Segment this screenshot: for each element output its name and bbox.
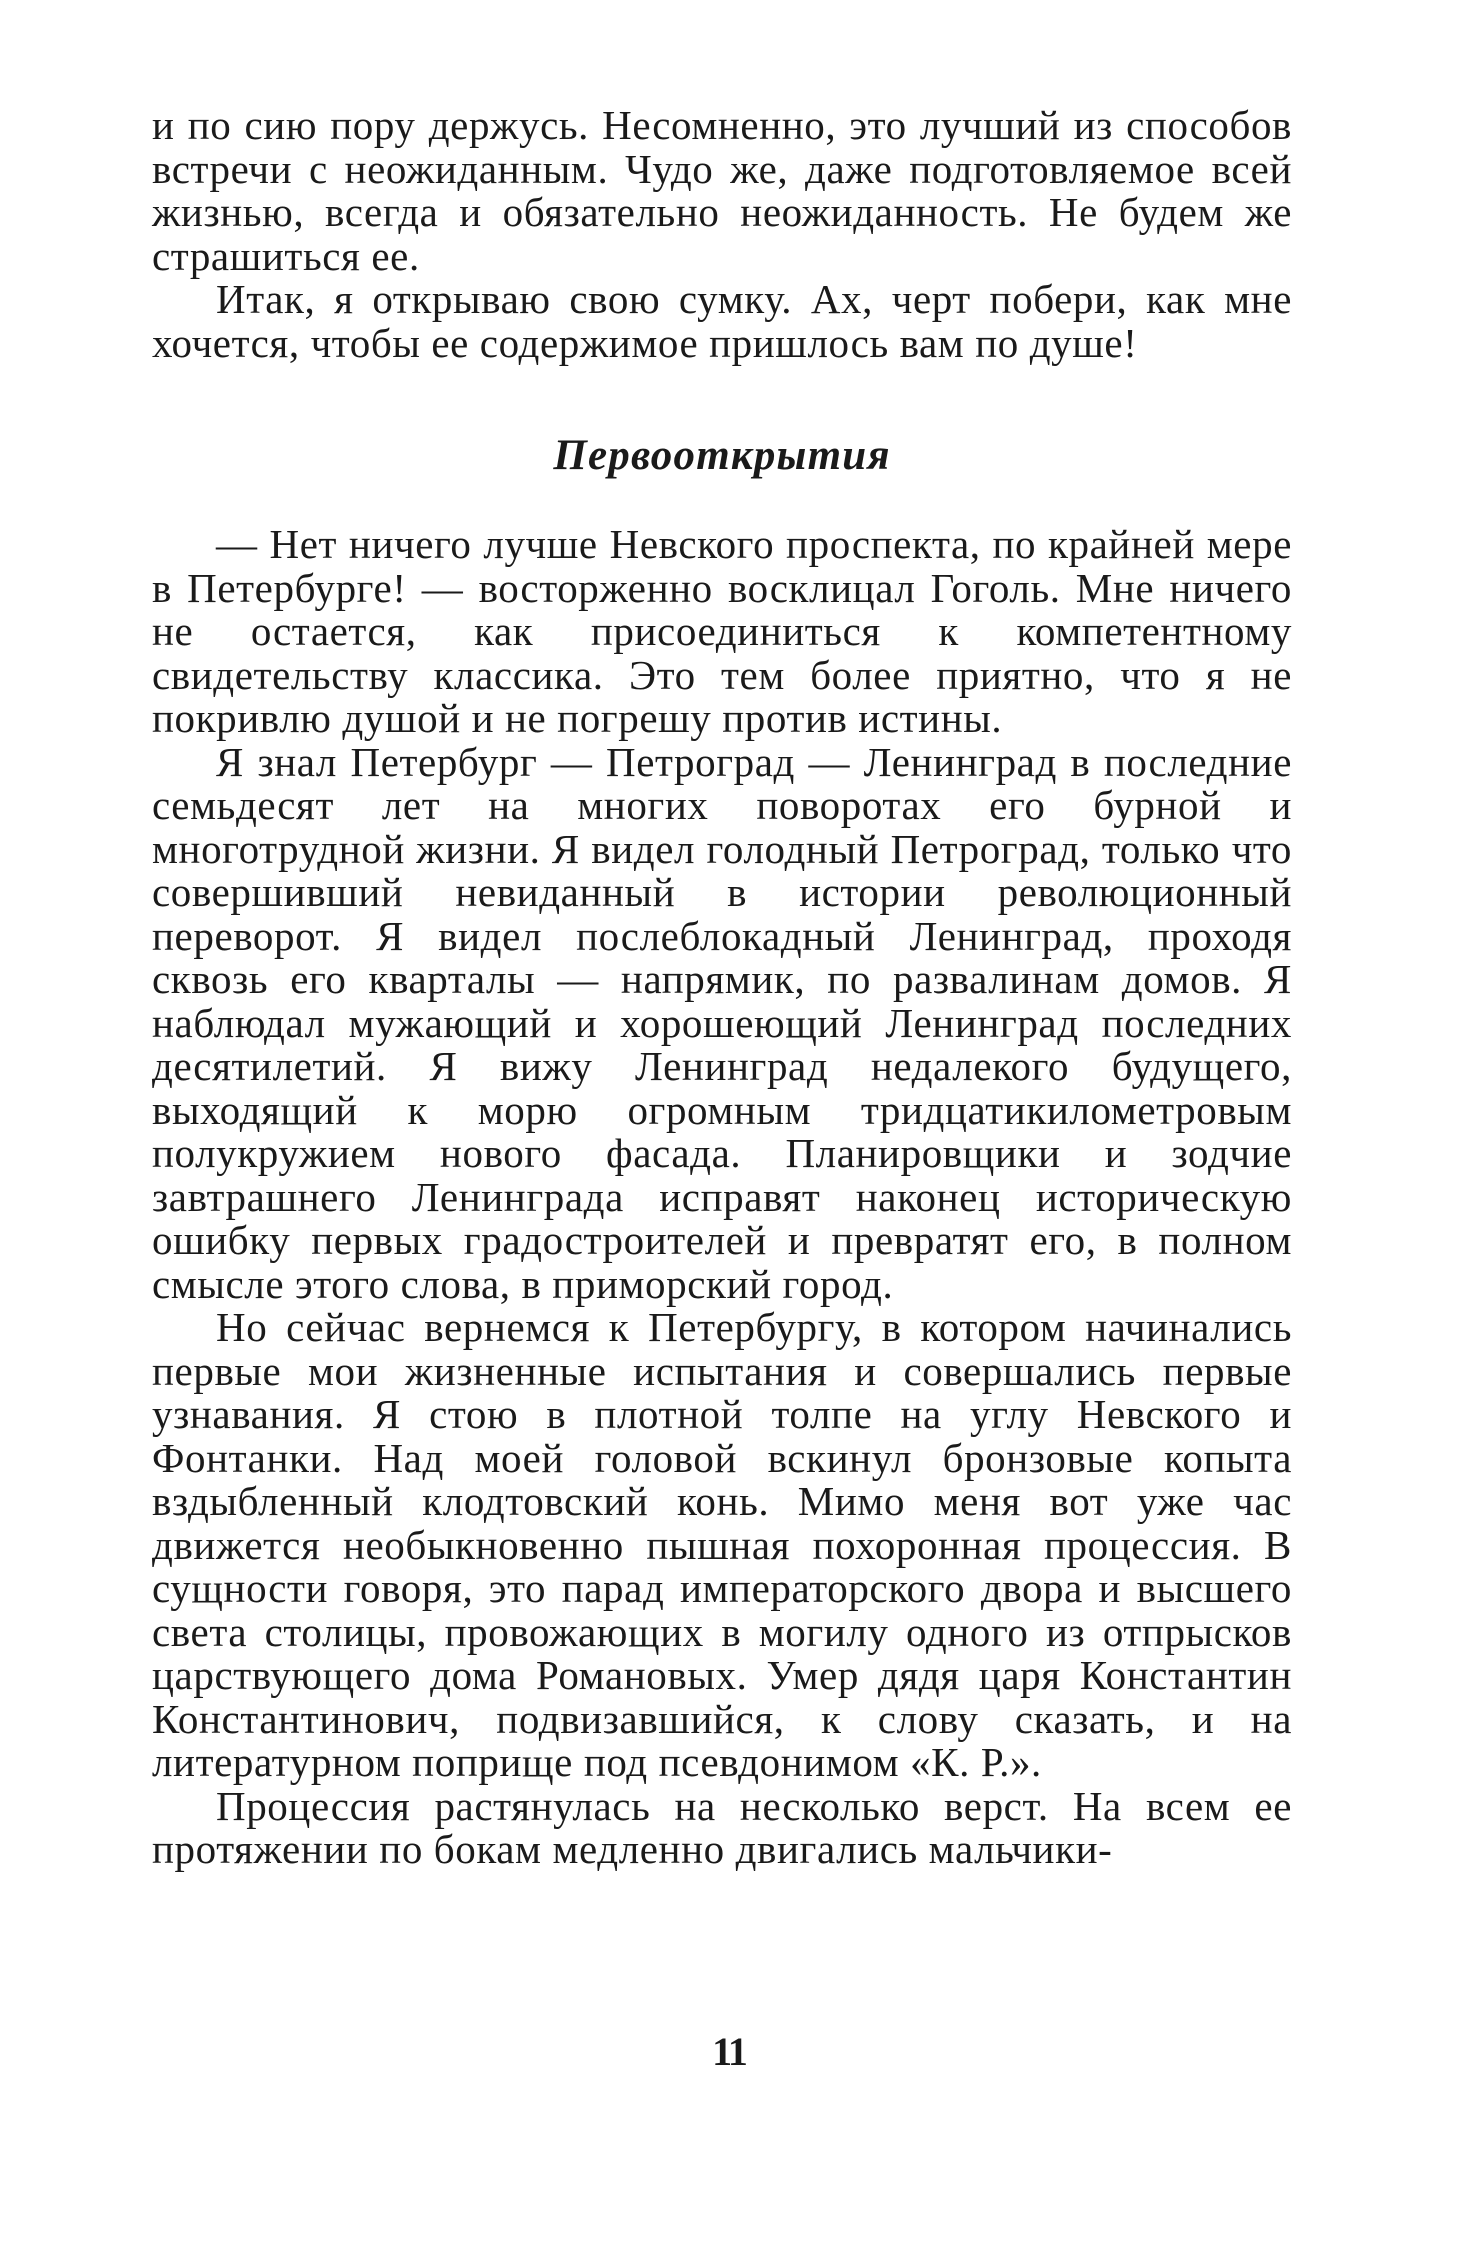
book-page [152, 104, 1292, 1872]
paragraph-procession-continued: Процессия растянулась на несколько верст. На всем ее протяжении по бокам медленно двигались мальчики- [152, 1782, 1292, 1872]
paragraph-continuation: и по сию пору держусь. Несомненно, это лучший из способов встречи с неожиданным. Чудо же, даже подготовляемое всей жизнью, всегда и обязательно неожиданность. Не будем же страшиться ее. [152, 102, 1292, 279]
paragraph-nevsky: — Нет ничего лучше Невского проспекта, по крайней мере в Петербурге! — восторженно восклицал Гоголь. Мне ничего не остается, как присоединиться к компетентному свидетельству классика. Это тем более приятно, что я не покривлю душой и не погрешу против истины. [152, 521, 1292, 741]
page-number: 11 [712, 2029, 746, 2074]
paragraph-petersburg: Я знал Петербург — Петроград — Ленинград в последние семьдесят лет на многих поворотах его бурной и многотрудной жизни. Я видел голодный Петроград, только что совершивший невиданный в истории революционный переворот. Я видел послеблокадный Ленинград, проходя сквозь его кварталы — напрямик, по развалинам домов. Я наблюдал мужающий и хорошеющий Ленинград последних десятилетий. Я вижу Ленинград недалекого будущего, выходящий к морю огромным тридцатикилометровым полукружием нового фасада. Планировщики и зодчие завтрашнего Ленинграда исправят наконец историческую ошибку первых градостроителей и превратят его, в полном смысле этого слова, в приморский город. [152, 738, 1292, 1307]
section-title: Первооткрытия [553, 432, 891, 479]
paragraph-open-bag: Итак, я открываю свою сумку. Ах, черт побери, как мне хочется, чтобы ее содержимое пришлось вам по душе! [152, 276, 1292, 366]
paragraph-procession: Но сейчас вернемся к Петербургу, в котором начинались первые мои жизненные испытания и совершались первые узнавания. Я стою в плотной толпе на углу Невского и Фонтанки. Над моей головой вскинул бронзовые копыта вздыбленный клодтовский конь. Мимо меня вот уже час движется необыкновенно пышная похоронная процессия. В сущности говоря, это парад императорского двора и высшего света столицы, провожающих в могилу одного из отпрысков царствующего дома Романовых. Умер дядя царя Константин Константинович, подвизавшийся, к слову сказать, и на литературном поприще под псевдонимом «К. Р.». [152, 1304, 1292, 1785]
